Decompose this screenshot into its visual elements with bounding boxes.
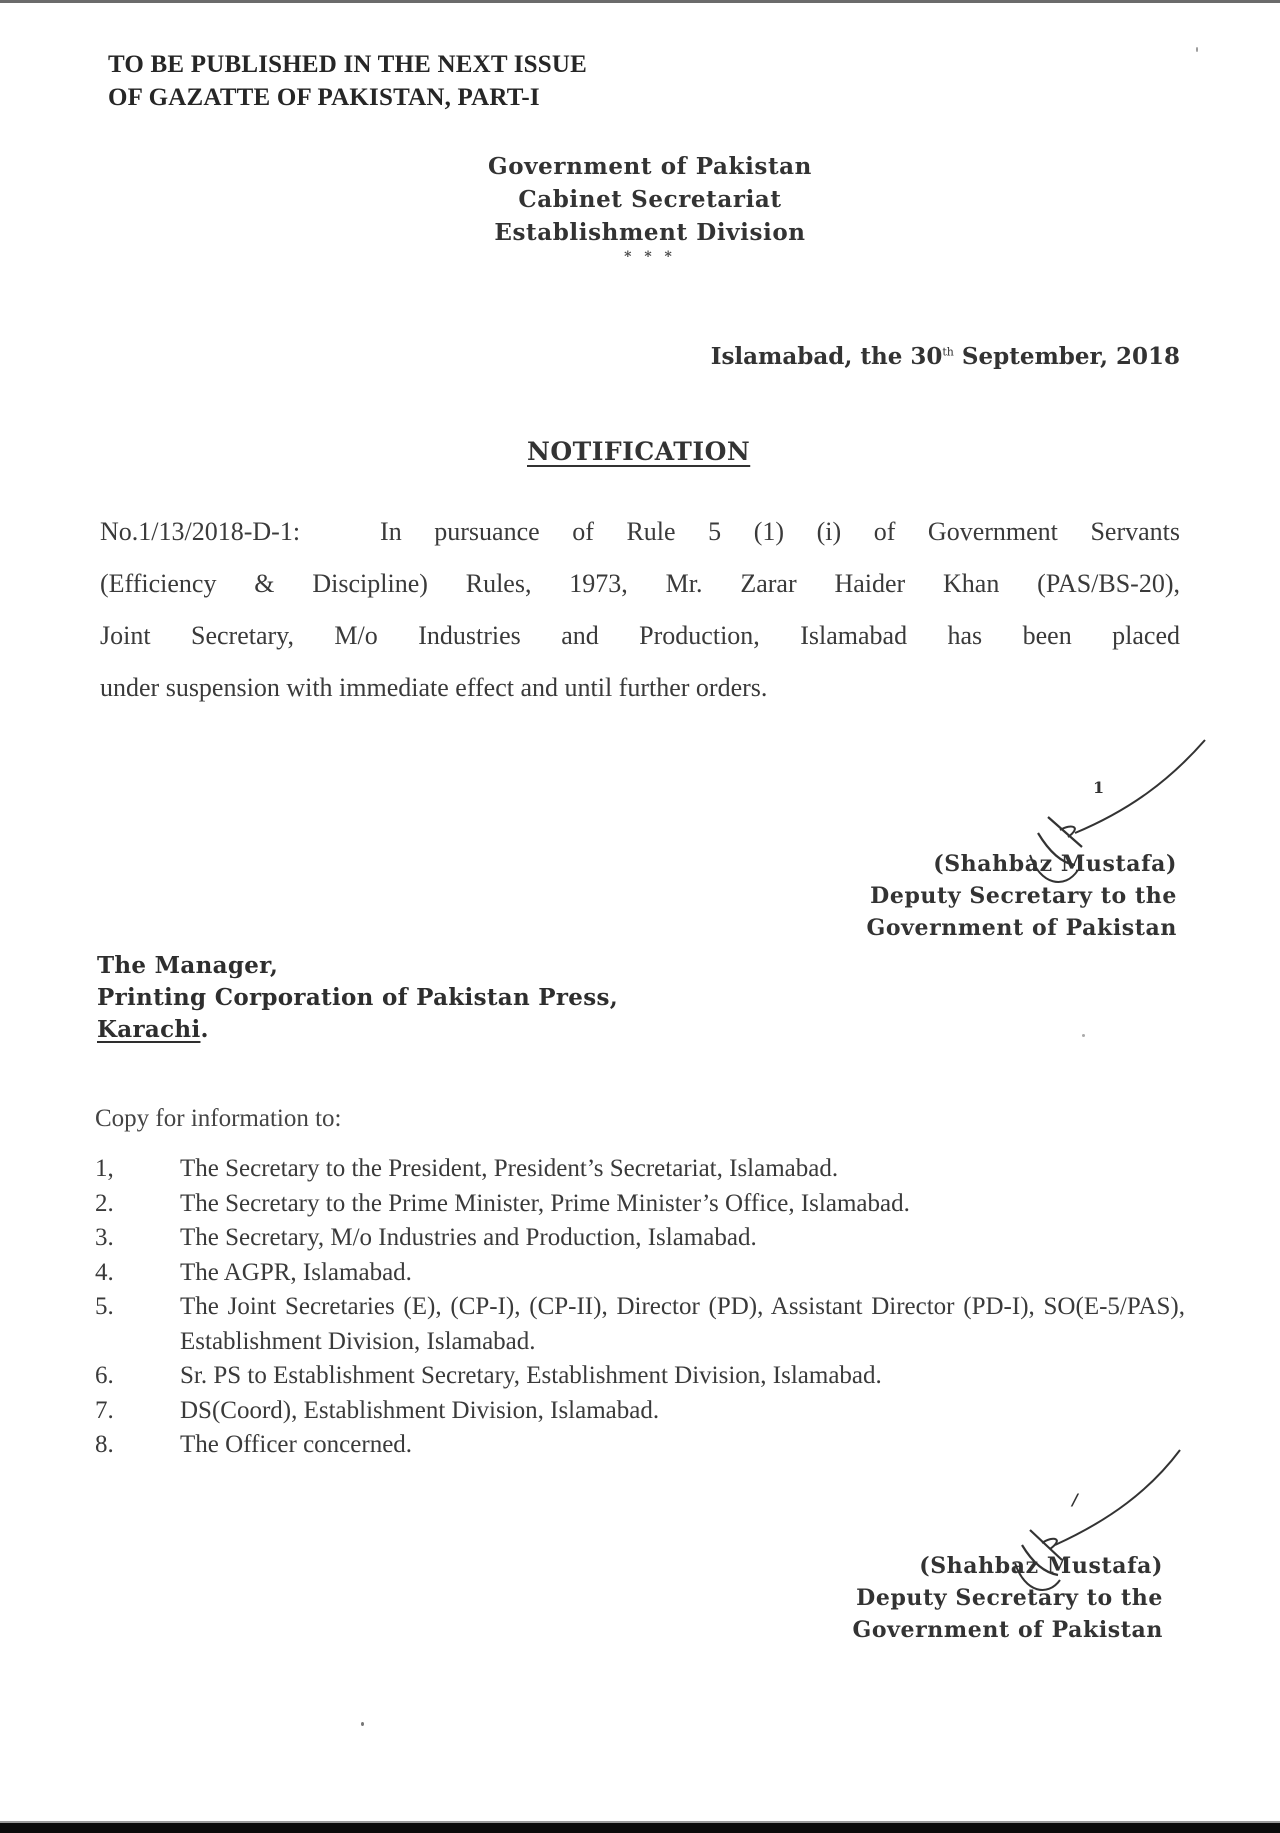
notification-body bbox=[100, 506, 1180, 714]
copy-item bbox=[95, 1221, 1185, 1256]
date-ordinal: th bbox=[942, 345, 954, 359]
signatory-1-designation-1: Deputy Secretary to the bbox=[870, 883, 1177, 909]
reference-number: No.1/13/2018-D-1: bbox=[100, 517, 301, 546]
signatory-2-designation-2: Government of Pakistan bbox=[852, 1617, 1163, 1643]
copy-item-text: The AGPR, Islamabad. bbox=[180, 1258, 412, 1286]
copy-item-text: The Joint Secretaries (E), (CP-I), (CP-II), Director (PD), Assistant Director (PD-I), SO(E-5/PAS), Establishment Division, Islamabad. bbox=[180, 1293, 1185, 1355]
copy-item bbox=[95, 1359, 1185, 1394]
copy-item-number: 8. bbox=[95, 1431, 114, 1458]
copy-item-text: The Officer concerned. bbox=[180, 1431, 413, 1458]
org-government: Government of Pakistan bbox=[487, 153, 813, 180]
gazette-line-2: OF GAZATTE OF PAKISTAN, PART-I bbox=[108, 84, 540, 111]
scan-speck bbox=[361, 1722, 364, 1726]
body-line-1-text: In pursuance of Rule 5 (1) (i) of Government Servants bbox=[380, 517, 1180, 546]
addressee-block bbox=[97, 950, 618, 1046]
issue-date bbox=[711, 343, 1180, 370]
copy-item-number: 5. bbox=[95, 1293, 114, 1320]
notification-title: NOTIFICATION bbox=[527, 437, 751, 466]
copy-item bbox=[95, 1152, 1185, 1187]
copy-item bbox=[95, 1394, 1185, 1429]
scan-speck bbox=[1196, 47, 1198, 52]
copy-list bbox=[95, 1152, 1185, 1463]
scan-speck bbox=[1082, 1034, 1085, 1037]
date-prefix: Islamabad, the 30 bbox=[710, 343, 943, 370]
copy-item-text: DS(Coord), Establishment Division, Islamabad. bbox=[180, 1396, 660, 1424]
signature-1-mark: 1 bbox=[1093, 778, 1105, 797]
bottom-scan-border bbox=[0, 1821, 1280, 1833]
organization-header bbox=[400, 150, 900, 265]
top-scan-border bbox=[0, 0, 1280, 3]
signatory-2-block bbox=[852, 1550, 1163, 1646]
body-line-3: Joint Secretary, M/o Industries and Production, Islamabad has been placed bbox=[100, 621, 1180, 650]
addressee-city-end: . bbox=[200, 1016, 209, 1043]
org-establishment-division: Establishment Division bbox=[494, 219, 806, 246]
copy-item-number: 1, bbox=[95, 1155, 114, 1182]
body-line-4: under suspension with immediate effect and until further orders. bbox=[100, 673, 768, 702]
addressee-city: Karachi bbox=[97, 1016, 201, 1043]
gazette-header bbox=[108, 48, 587, 114]
copy-item-text: Sr. PS to Establishment Secretary, Establishment Division, Islamabad. bbox=[180, 1362, 882, 1389]
signatory-1-block bbox=[866, 848, 1177, 944]
copy-item-number: 7. bbox=[95, 1396, 114, 1424]
signatory-1-designation-2: Government of Pakistan bbox=[866, 915, 1177, 941]
signature-2-mark: / bbox=[1072, 1490, 1078, 1509]
date-rest: September, 2018 bbox=[953, 343, 1180, 370]
copy-item bbox=[95, 1187, 1185, 1222]
copy-item-number: 4. bbox=[95, 1258, 114, 1286]
signatory-1-name: (Shahbaz Mustafa) bbox=[933, 851, 1177, 877]
copy-item bbox=[95, 1290, 1185, 1359]
copy-item-number: 2. bbox=[95, 1189, 114, 1217]
org-cabinet-secretariat: Cabinet Secretariat bbox=[518, 186, 782, 213]
copy-item-text: The Secretary to the President, President’s Secretariat, Islamabad. bbox=[180, 1155, 839, 1182]
separator-stars: * * * bbox=[624, 249, 676, 265]
gazette-line-1: TO BE PUBLISHED IN THE NEXT ISSUE bbox=[108, 51, 587, 78]
addressee-line-3 bbox=[97, 1014, 618, 1046]
body-line-1 bbox=[100, 506, 1180, 558]
copy-item-number: 6. bbox=[95, 1362, 114, 1389]
addressee-line-1: The Manager, bbox=[97, 952, 279, 979]
copy-item-text: The Secretary, M/o Industries and Production, Islamabad. bbox=[180, 1224, 757, 1251]
signatory-2-designation-1: Deputy Secretary to the bbox=[856, 1585, 1163, 1611]
copy-item bbox=[95, 1256, 1185, 1291]
signatory-2-name: (Shahbaz Mustafa) bbox=[919, 1553, 1163, 1579]
copy-title: Copy for information to: bbox=[95, 1105, 342, 1132]
body-line-2: (Efficiency & Discipline) Rules, 1973, Mr. Zarar Haider Khan (PAS/BS-20), bbox=[100, 569, 1180, 598]
copy-item-text: The Secretary to the Prime Minister, Prime Minister’s Office, Islamabad. bbox=[180, 1189, 910, 1217]
copy-item-number: 3. bbox=[95, 1224, 114, 1251]
addressee-line-2: Printing Corporation of Pakistan Press, bbox=[97, 984, 619, 1011]
